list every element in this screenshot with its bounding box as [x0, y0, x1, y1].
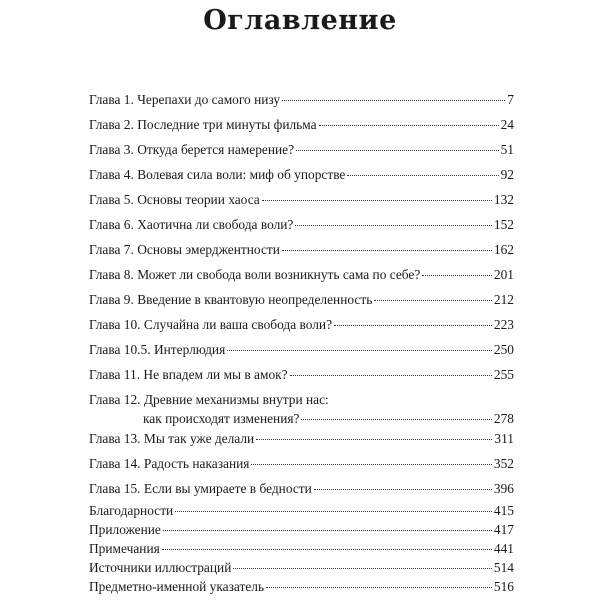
- toc-entry-illustration-sources[interactable]: [89, 560, 514, 576]
- chapter-label: Глава 5.: [89, 192, 134, 207]
- dot-leader: [163, 530, 492, 531]
- page-number: 24: [500, 117, 514, 132]
- dot-leader: [266, 587, 492, 588]
- toc-entry-chapter-9[interactable]: [89, 292, 514, 308]
- chapter-title: Радость наказания: [143, 456, 250, 471]
- toc-entry-chapter-12[interactable]: [89, 392, 514, 427]
- dot-leader: [233, 568, 492, 569]
- page-number: 162: [493, 242, 514, 257]
- toc-entry-chapter-14[interactable]: [89, 456, 514, 472]
- dot-leader: [374, 300, 492, 301]
- toc-entry-notes[interactable]: [89, 541, 514, 557]
- dot-leader: [282, 250, 492, 251]
- page-number: 514: [493, 560, 514, 575]
- page-number: 152: [493, 217, 514, 232]
- chapter-label: Глава 10.: [89, 317, 141, 332]
- toc-entry-chapter-10[interactable]: [89, 317, 514, 333]
- chapter-label: Глава 9.: [89, 292, 134, 307]
- page-number: 278: [493, 411, 514, 426]
- toc-entry-chapter-7[interactable]: [89, 242, 514, 258]
- page-number: 255: [493, 367, 514, 382]
- page-number: 516: [493, 579, 514, 594]
- toc-entry-chapter-5[interactable]: [89, 192, 514, 208]
- dot-leader: [290, 375, 492, 376]
- section-title: Благодарности: [89, 503, 174, 518]
- dot-leader: [296, 150, 499, 151]
- chapter-title: Если вы умираете в бедности: [143, 481, 312, 496]
- toc-entry-appendix[interactable]: [89, 522, 514, 538]
- toc-entry-chapter-8[interactable]: [89, 267, 514, 283]
- chapter-title: Черепахи до самого низу: [137, 92, 281, 107]
- chapter-title: Древние механизмы внутри нас:: [143, 392, 329, 407]
- section-title: Примечания: [89, 541, 160, 556]
- chapter-title: Мы так уже делали: [143, 431, 255, 446]
- page-title: Оглавление: [203, 5, 397, 36]
- dot-leader: [319, 125, 499, 126]
- page-number: 7: [507, 92, 514, 107]
- dot-leader: [262, 200, 492, 201]
- dot-leader: [422, 275, 492, 276]
- dot-leader: [162, 549, 492, 550]
- toc-entry-chapter-3[interactable]: [89, 142, 514, 158]
- page-number: 201: [493, 267, 514, 282]
- page-number: 223: [493, 317, 514, 332]
- toc-entry-chapter-4[interactable]: [89, 167, 514, 183]
- page-number: 311: [494, 431, 514, 446]
- page-number: 51: [500, 142, 514, 157]
- page-number: 132: [493, 192, 514, 207]
- chapter-label: Глава 4.: [89, 167, 134, 182]
- toc-entry-chapter-6[interactable]: [89, 217, 514, 233]
- section-title: Источники иллюстраций: [89, 560, 232, 575]
- chapter-label: Глава 10.5.: [89, 342, 151, 357]
- chapter-label: Глава 14.: [89, 456, 141, 471]
- toc-entry-chapter-2[interactable]: [89, 117, 514, 133]
- page-number: 352: [493, 456, 514, 471]
- dot-leader: [301, 419, 491, 420]
- chapter-label: Глава 12.: [89, 392, 141, 407]
- chapter-label: Глава 2.: [89, 117, 134, 132]
- chapter-title: Основы эмерджентности: [137, 242, 280, 257]
- dot-leader: [251, 464, 491, 465]
- dot-leader: [314, 489, 492, 490]
- toc-entry-acknowledgements[interactable]: [89, 503, 514, 519]
- chapter-label: Глава 3.: [89, 142, 134, 157]
- chapter-title: Хаотична ли свобода воли?: [137, 217, 294, 232]
- toc-entry-chapter-1[interactable]: [89, 92, 514, 108]
- chapter-title: Случайна ли ваша свобода воли?: [143, 317, 333, 332]
- chapter-title: Волевая сила воли: миф об упорстве: [137, 167, 346, 182]
- chapter-label: Глава 15.: [89, 481, 141, 496]
- page-number: 415: [493, 503, 514, 518]
- page-number: 417: [493, 522, 514, 537]
- chapter-title: Введение в квантовую неопределенность: [137, 292, 373, 307]
- dot-leader: [347, 175, 498, 176]
- page-number: 92: [500, 167, 514, 182]
- chapter-title: Интерлюдия: [153, 342, 226, 357]
- chapter-label: Глава 1.: [89, 92, 134, 107]
- page-number: 441: [493, 541, 514, 556]
- dot-leader: [256, 439, 492, 440]
- chapter-title-continued: как происходят изменения?: [143, 411, 300, 426]
- toc-entry-chapter-13[interactable]: [89, 431, 514, 447]
- page-number: 396: [493, 481, 514, 496]
- dot-leader: [334, 325, 492, 326]
- chapter-label: Глава 6.: [89, 217, 134, 232]
- chapter-title: Откуда берется намерение?: [137, 142, 295, 157]
- chapter-label: Глава 11.: [89, 367, 141, 382]
- toc-entry-chapter-11[interactable]: [89, 367, 514, 383]
- dot-leader: [295, 225, 492, 226]
- toc-entry-chapter-10-5[interactable]: [89, 342, 514, 358]
- chapter-title: Последние три минуты фильма: [137, 117, 317, 132]
- chapter-label: Глава 13.: [89, 431, 141, 446]
- section-title: Приложение: [89, 522, 161, 537]
- chapter-title: Не впадем ли мы в амок?: [143, 367, 288, 382]
- chapter-label: Глава 7.: [89, 242, 134, 257]
- page-number: 212: [493, 292, 514, 307]
- toc-entry-index[interactable]: [89, 579, 514, 595]
- chapter-title: Может ли свобода воли возникнуть сама по себе?: [137, 267, 421, 282]
- toc-entry-chapter-15[interactable]: [89, 481, 514, 497]
- chapter-title: Основы теории хаоса: [137, 192, 260, 207]
- section-title: Предметно-именной указатель: [89, 579, 265, 594]
- dot-leader: [227, 350, 492, 351]
- chapter-label: Глава 8.: [89, 267, 134, 282]
- dot-leader: [175, 511, 492, 512]
- dot-leader: [282, 100, 505, 101]
- page-number: 250: [493, 342, 514, 357]
